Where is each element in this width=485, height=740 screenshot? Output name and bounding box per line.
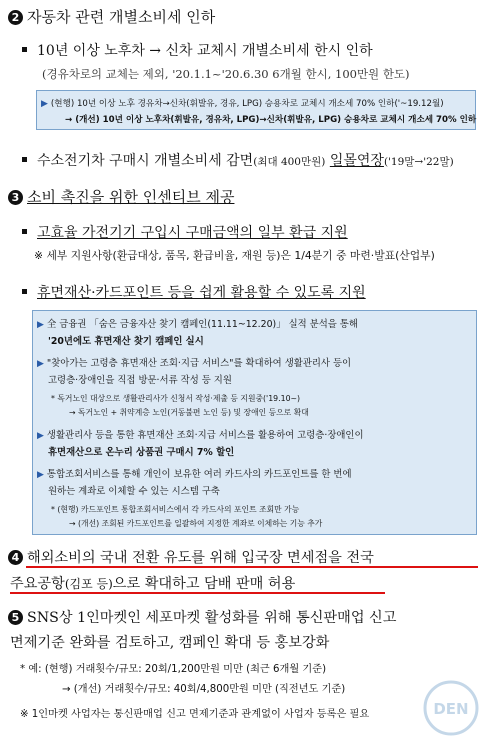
box-item-4-line-1: ▶ 통합조회서비스를 통해 개인이 보유한 여러 카드사의 카드포인트를 한 번에 [37, 469, 352, 480]
box-item-1-line-2: '20년에도 휴면재산 찾기 캠페인 실시 [48, 336, 204, 347]
triangle-bullet-icon: ▶ [37, 320, 44, 330]
box-item-1-line-1: ▶ 全 금융권 「숨은 금융자산 찾기 캠페인(11.11~12.20)」 실적 분석을 통해 [37, 319, 358, 330]
section-number-badge: 2 [8, 10, 23, 25]
section-4-line-2: 주요공항(김포 등)으로 확대하고 담배 판매 허용 [10, 576, 296, 592]
section-number-badge: 4 [8, 550, 23, 565]
box-item-4-note-2: → (개선) 조회된 카드포인트를 일괄하여 지정한 계좌로 이체하는 기능 추가 [69, 519, 323, 528]
box-item-3-line-2: 휴면재산으로 온누리 상품권 구매시 7% 할인 [48, 447, 235, 458]
watermark-text: DEN [433, 700, 469, 718]
section-2-title: 2 자동차 관련 개별소비세 인하 [8, 6, 215, 27]
box-item-2-line-1: ▶ "찾아가는 고령층 휴면재산 조회·지급 서비스"를 확대하여 생활관리사 등이 [37, 358, 352, 369]
s2-box-line-current: ▶ (현행) 10년 이상 노후 경유차→신차(휘발유, 경유, LPG) 승용차로 교체시 개소세 70% 인하('~19.12월) [41, 99, 444, 109]
box-item-2-note-1: * 독거노인 대상으로 생활관리사가 신청서 작성·제출 등 지원중('19.10~) [51, 394, 301, 403]
s5-note-current: * 예: (현행) 거래횟수/규모: 20회/1,200만원 미만 (최근 6개월 기준) [20, 664, 327, 675]
triangle-bullet-icon: ▶ [37, 359, 44, 369]
watermark-icon [423, 680, 479, 736]
triangle-bullet-icon: ▶ [37, 470, 44, 480]
box-item-2-line-2: 고령층·장애인을 직접 방문·서류 작성 등 지원 [48, 375, 232, 386]
red-underline [26, 566, 478, 568]
s2-box-line-improved: → (개선) 10년 이상 노후차(휘발유, 경유차, LPG)→신차(휘발유, LPG) 승용차로 교체시 개소세 70% 인하 [65, 115, 477, 125]
section-4-line-1: 4 해외소비의 국내 전환 유도를 위해 입국장 면세점을 전국 [8, 547, 374, 567]
box-item-4-note-1: * (현행) 카드포인트 통합조회서비스에서 각 카드사의 포인트 조회만 가능 [51, 505, 300, 514]
s2-bullet-2: 수소전기차 구매시 개별소비세 감면(최대 400만원) 일몰연장('19말→'22말) [22, 150, 454, 170]
s2-bullet-1: 10년 이상 노후차 → 신차 교체시 개별소비세 한시 인하 [22, 40, 373, 60]
s2-change-box [36, 90, 476, 130]
s3-bullet-2: 휴면재산·카드포인트 등을 쉽게 활용할 수 있도록 지원 [22, 282, 366, 302]
s5-note-improved: → (개선) 거래횟수/규모: 40회/4,800만원 미만 (직전년도 기준) [62, 684, 346, 695]
square-bullet-icon [22, 289, 27, 294]
box-item-4-line-2: 원하는 계좌로 이체할 수 있는 시스템 구축 [48, 486, 220, 497]
section-number-badge: 3 [8, 190, 23, 205]
s2-bullet-1-note: (경유차로의 교체는 제외, '20.1.1~'20.6.30 6개월 한시, 100만원 한도) [42, 67, 410, 81]
square-bullet-icon [22, 47, 27, 52]
section-5-line-2: 면제기준 완화를 검토하고, 캠페인 확대 등 홍보강화 [10, 635, 330, 651]
section-5-line-1: 5 SNS상 1인마켓인 세포마켓 활성화를 위해 통신판매업 신고 [8, 607, 396, 627]
section-number-badge: 5 [8, 610, 23, 625]
triangle-bullet-icon: ▶ [37, 431, 44, 441]
s3-bullet-1: 고효율 가전기기 구입시 구매금액의 일부 환급 지원 [22, 222, 348, 242]
s3-support-box [32, 310, 477, 535]
box-item-2-note-2: → 독거노인 + 취약계층 노인(거동불편 노인 등) 및 장애인 등으로 확대 [69, 408, 309, 417]
s5-note-remark: ※ 1인마켓 사업자는 통신판매업 신고 면제기준과 관계없이 사업자 등록은 필요 [20, 709, 370, 720]
box-item-3-line-1: ▶ 생활관리사 등을 통한 휴면재산 조회·지급 서비스를 활용하여 고령층·장애인이 [37, 430, 364, 441]
square-bullet-icon [22, 157, 27, 162]
s3-bullet-1-note: ※ 세부 지원사항(환급대상, 품목, 환급비율, 재원 등)은 1/4분기 중 마련·발표(산업부) [34, 249, 435, 262]
watermark-logo [423, 680, 479, 736]
square-bullet-icon [22, 229, 27, 234]
section-3-title: 3 소비 촉진을 위한 인센티브 제공 [8, 186, 234, 207]
triangle-bullet-icon: ▶ [41, 99, 48, 109]
red-underline [10, 592, 385, 594]
